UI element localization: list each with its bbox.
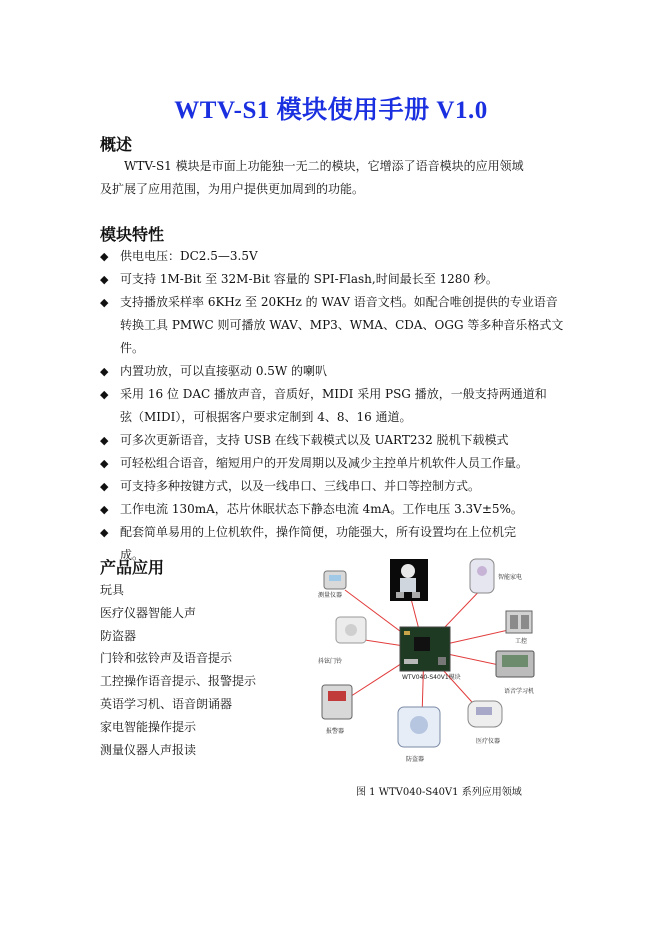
feature-item (100, 245, 570, 268)
application-item: 玩具 (100, 583, 125, 597)
center-label: WTV040-S40V1模块 (402, 674, 461, 681)
application-item: 防盗器 (100, 628, 137, 643)
application-item: 英语学习机、语音朗诵器 (100, 696, 233, 711)
application-item: 医疗仪器智能人声 (100, 605, 197, 620)
applications-heading: 产品应用 (100, 558, 165, 577)
learning-machine-image (496, 651, 534, 677)
overview-line-1: WTV-S1 模块是市面上功能独一无二的模块，它增添了语音模块的应用领域 (124, 159, 524, 173)
feature-line: 内置功放，可以直接驱动 0.5W 的喇叭 (120, 364, 328, 378)
feature-item (100, 498, 570, 521)
feature-item (100, 452, 570, 475)
label-measure: 测量仪器 (318, 592, 343, 599)
feature-line: 工作电流 130mA，芯片休眠状态下静态电流 4mA。工作电压 3.3V±5%。 (120, 502, 523, 516)
diamond-bullet-icon: ◆ (100, 365, 109, 378)
page-title: WTV-S1 模块使用手册 V1.0 (174, 97, 488, 124)
features-list (100, 245, 570, 567)
feature-line: 可支持 1M-Bit 至 32M-Bit 容量的 SPI-Flash,时间最长至 1280 秒。 (120, 272, 498, 286)
feature-line: 供电电压：DC2.5—3.5V (120, 249, 258, 263)
figure-caption: 图 1 WTV040-S40V1 系列应用领域 (356, 787, 522, 798)
label-alarm: 报警器 (326, 728, 345, 735)
control-image (506, 611, 532, 633)
diamond-bullet-icon: ◆ (100, 503, 109, 516)
application-item: 工控操作语音提示、报警提示 (100, 674, 257, 689)
feature-item (100, 291, 570, 360)
overview-paragraph (100, 155, 564, 201)
feature-item (100, 475, 570, 498)
alarm-image (322, 685, 352, 719)
feature-line: 配套简单易用的上位机软件，操作简便，功能强大，所有设置均在上位机完 (120, 525, 517, 539)
diamond-bullet-icon: ◆ (100, 457, 109, 470)
application-item: 门铃和弦铃声及语音提示 (100, 651, 233, 666)
feature-line: 可轻松组合语音，缩短用户的开发周期以及减少主控单片机软件人员工作量。 (120, 456, 529, 470)
doorbell-image (336, 617, 366, 643)
diamond-bullet-icon: ◆ (100, 434, 109, 447)
feature-item (100, 360, 570, 383)
diamond-bullet-icon: ◆ (100, 480, 109, 493)
feature-line: 采用 16 位 DAC 播放声音，音质好，MIDI 采用 PSG 播放，一般支持两通道和 (120, 387, 547, 401)
label-appliance: 智能家电 (498, 574, 523, 581)
diamond-bullet-icon: ◆ (100, 250, 109, 263)
feature-item (100, 383, 570, 429)
module-board (400, 627, 450, 671)
label-medical: 医疗仪器 (476, 738, 501, 745)
feature-line: 可支持多种按键方式，以及一线串口、三线串口、并口等控制方式。 (120, 479, 481, 493)
appliance-image (470, 559, 494, 593)
label-control: 工控 (515, 638, 528, 645)
feature-item (100, 268, 570, 291)
measure-device-image (324, 571, 346, 589)
label-antitheft: 防盗器 (406, 756, 425, 763)
toy-robot-image (390, 559, 428, 601)
medical-image (468, 701, 502, 727)
feature-line-continued: 弦（MIDI），可根据客户要求定制到 4、8、16 通道。 (120, 410, 412, 424)
overview-heading: 概述 (100, 135, 133, 154)
features-heading: 模块特性 (100, 225, 165, 244)
application-item: 家电智能操作提示 (100, 719, 197, 734)
application-item: 测量仪器人声报读 (100, 742, 197, 757)
antitheft-image (398, 707, 440, 747)
label-learning: 语音学习机 (504, 688, 535, 695)
feature-line-continued: 成。 (120, 548, 145, 562)
feature-line-continued: 转换工具 PMWC 则可播放 WAV、MP3、WMA、CDA、OGG 等多种音乐格式文件。 (120, 318, 564, 355)
label-doorbell: 抖铉门铃 (318, 658, 343, 665)
feature-line: 支持播放采样率 6KHz 至 20KHz 的 WAV 语音文档。如配合唯创提供的专业语音 (120, 295, 558, 309)
application-diagram (300, 557, 550, 765)
feature-line: 可多次更新语音，支持 USB 在线下载模式以及 UART232 脱机下载模式 (120, 433, 509, 447)
feature-item (100, 429, 570, 452)
applications-list (100, 579, 256, 761)
overview-line-2: 及扩展了应用范围，为用户提供更加周到的功能。 (100, 182, 365, 196)
diamond-bullet-icon: ◆ (100, 526, 109, 539)
diamond-bullet-icon: ◆ (100, 273, 109, 286)
diamond-bullet-icon: ◆ (100, 388, 109, 401)
diamond-bullet-icon: ◆ (100, 296, 109, 309)
